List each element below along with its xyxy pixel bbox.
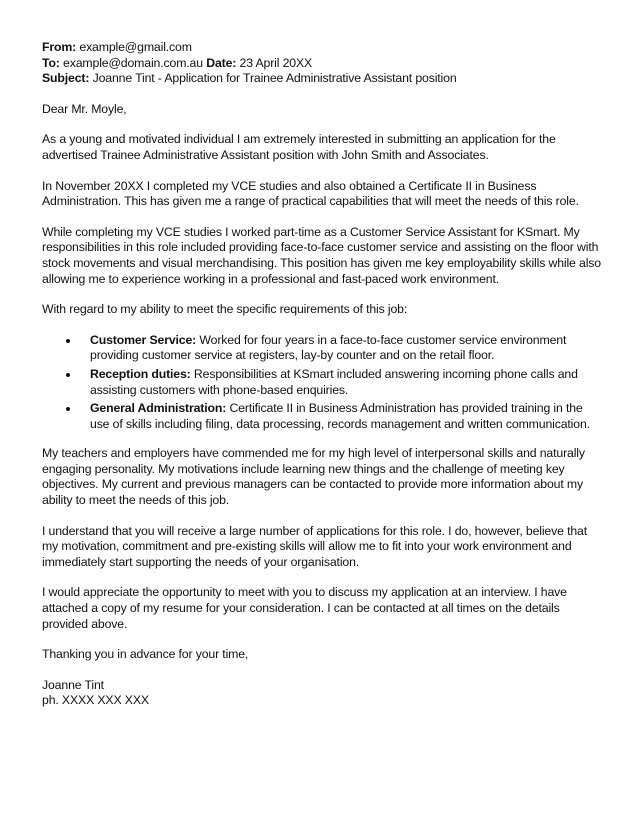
requirement-title: General Administration:: [90, 401, 227, 416]
to-value: example@domain.com.au: [63, 55, 203, 70]
signature-block: [42, 678, 602, 709]
paragraph-skills: My teachers and employers have commended me for my high level of interpersonal skills and naturally engaging personality. My motivations include learning new things and the challenge of meeting key objectives. My current and previous managers can be contacted to provide more information about my ability to meet the needs of this job.: [42, 446, 585, 508]
requirement-title: Customer Service:: [90, 332, 197, 347]
closing-line: Thanking you in advance for your time,: [42, 647, 249, 662]
list-item: [90, 367, 602, 398]
paragraph-requirements-intro: With regard to my ability to meet the specific requirements of this job:: [42, 302, 408, 317]
from-value: example@gmail.com: [79, 40, 192, 54]
list-item: [90, 401, 602, 432]
to-label: To:: [42, 55, 60, 70]
paragraph-education: In November 20XX I completed my VCE studies and also obtained a Certificate II in Business Administration. This has given me a range of practical capabilities that will meet the needs of this role.: [42, 178, 579, 209]
email-header: [42, 40, 602, 87]
requirements-list: [42, 333, 602, 433]
letter: [42, 40, 602, 709]
signature-name: Joanne Tint: [42, 677, 104, 692]
subject-line: [42, 71, 602, 87]
list-item: [90, 333, 602, 364]
paragraph-interview: I would appreciate the opportunity to meet with you to discuss my application at an interview. I have attached a copy of my resume for your consideration. I can be contacted at all times on the details provided above.: [42, 585, 567, 631]
signature-phone: ph. XXXX XXX XXX: [42, 693, 149, 708]
requirement-title: Reception duties:: [90, 366, 191, 381]
subject-value: Joanne Tint - Application for Trainee Administrative Assistant position: [92, 71, 457, 86]
requirement-text: Certificate II in Business Administration has provided training in the use of skills including filing, data processing, records management and written communication.: [90, 401, 590, 431]
requirement-text: Responsibilities at KSmart included answering incoming phone calls and assisting customers with phone-based enquiries.: [90, 366, 578, 397]
paragraph-experience: While completing my VCE studies I worked part-time as a Customer Service Assistant for KSmart. My responsibilities in this role included providing face-to-face customer service and assisting on the floor with stock movements and visual merchandising. This position has given me key employability skills while also allowing me to experience working in a professional and fast-paced work environment.: [42, 224, 601, 286]
date-value: 23 April 20XX: [239, 55, 313, 70]
to-line: [42, 56, 602, 72]
paragraph-intro: As a young and motivated individual I am extremely interested in submitting an application for the advertised Trainee Administrative Assistant position with John Smith and Associates.: [42, 132, 556, 162]
date-label: Date:: [206, 55, 237, 70]
requirement-text: Worked for four years in a face-to-face customer service environment providing customer service at registers, lay-by counter and on the retail floor.: [90, 332, 567, 363]
from-line: [42, 40, 602, 56]
paragraph-motivation: I understand that you will receive a large number of applications for this role. I do, however, believe that my motivation, commitment and pre-existing skills will allow me to fit into your work environment and immediately start supporting the needs of your organisation.: [42, 523, 587, 569]
salutation: Dear Mr. Moyle,: [42, 101, 127, 116]
from-label: From:: [42, 40, 77, 54]
subject-label: Subject:: [42, 71, 90, 86]
